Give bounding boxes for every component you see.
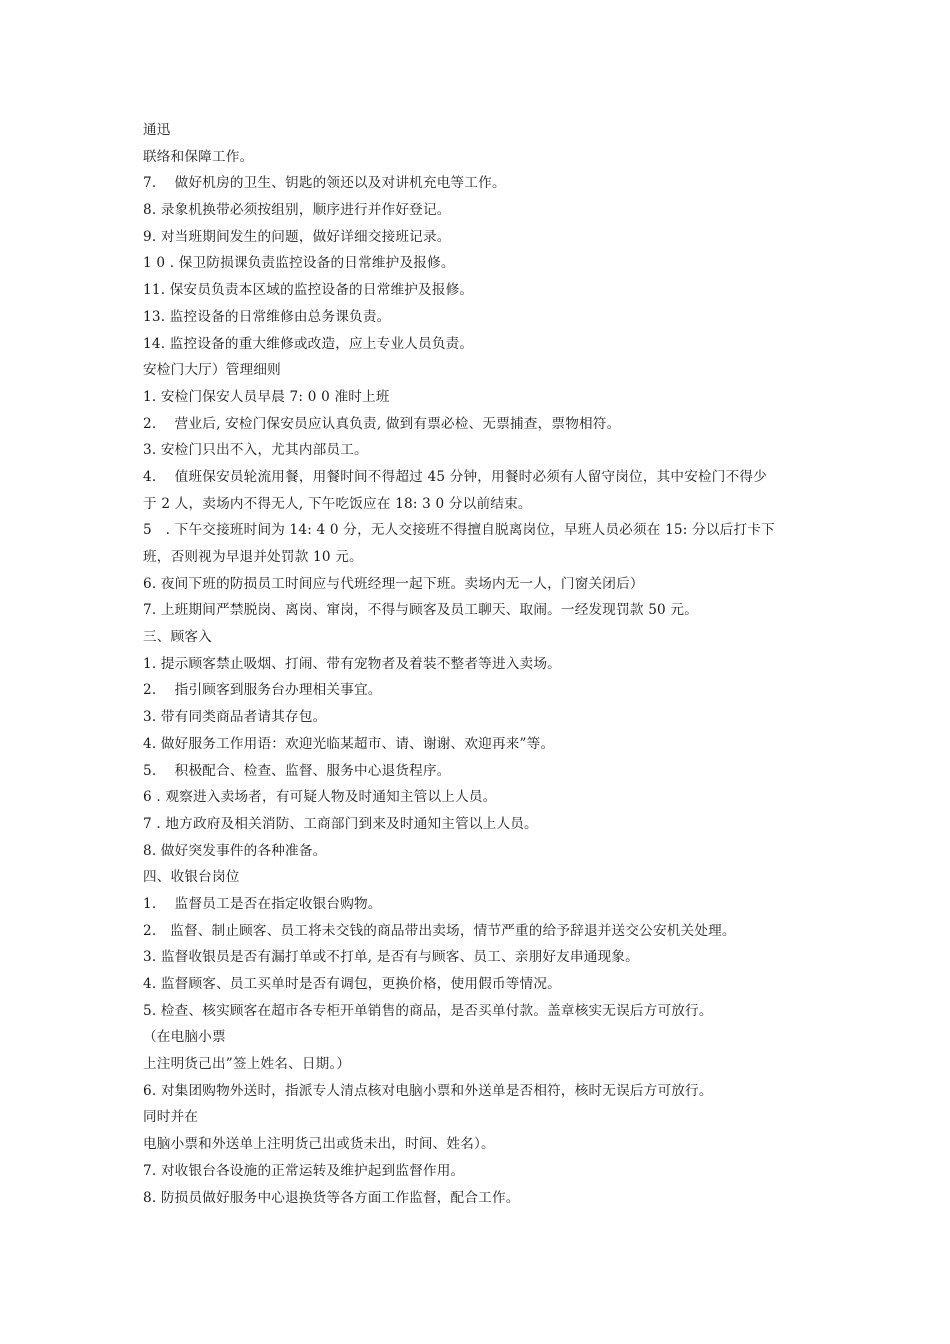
text-line: 7. 上班期间严禁脱岗、离岗、窜岗，不得与顾客及员工聊天、取闹。一经发现罚款 50 元。 xyxy=(143,602,698,619)
document-body xyxy=(143,117,823,1211)
text-line: 上注明货己出”签上姓名、日期。） xyxy=(143,1056,351,1073)
text-line: 3. 监督收银员是否有漏打单或不打单, 是否有与顾客、员工、亲朋好友串通现象。 xyxy=(143,949,639,966)
text-line: 11. 保安员负责本区域的监控设备的日常维护及报修。 xyxy=(143,282,474,299)
text-line: 6. 夜间下班的防损员工时间应与代班经理一起下班。卖场内无一人，门窗关闭后） xyxy=(143,575,644,592)
text-line: 6. 对集团购物外送时，指派专人清点核对电脑小票和外送单是否相符，核时无误后方可放行。 xyxy=(143,1082,713,1099)
text-line: 7. 做好机房的卫生、钥匙的领还以及对讲机充电等工作。 xyxy=(143,175,506,192)
text-line: 9. 对当班期间发生的问题，做好详细交接班记录。 xyxy=(143,228,451,245)
text-line: 2. 监督、制止顾客、员工将未交钱的商品带出卖场，情节严重的给予辞退并送交公安机关处理。 xyxy=(143,922,736,939)
text-line: 8. 防损员做好服务中心退换货等各方面工作监督，配合工作。 xyxy=(143,1189,520,1206)
text-line: 1. 监督员工是否在指定收银台购物。 xyxy=(143,895,382,912)
text-line: 4. 监督顾客、员工买单时是否有调包，更换价格，使用假币等情况。 xyxy=(143,976,561,992)
text-line: 8. 录象机换带必须按组别，顺序进行并作好登记。 xyxy=(143,202,451,219)
text-line: 联络和保障工作。 xyxy=(143,148,254,165)
text-line: 14. 监控设备的重大维修或改造，应上专业人员负责。 xyxy=(143,335,474,352)
text-line: 4. 做好服务工作用语：欢迎光临某超市、请、谢谢、欢迎再来”等。 xyxy=(143,735,555,752)
text-line: （在电脑小票 xyxy=(143,1029,226,1046)
text-line: 7 . 地方政府及相关消防、工商部门到来及时通知主管以上人员。 xyxy=(143,815,538,832)
text-line: 电脑小票和外送单上注明货己出或货未出，时间、姓名）。 xyxy=(143,1136,495,1153)
text-line: 5. 检查、核实顾客在超市各专柜开单销售的商品，是否买单付款。盖章核实无误后方可放行。 xyxy=(143,1002,713,1019)
text-line: 班，否则视为早退并处罚款 10 元。 xyxy=(143,549,363,565)
text-line: 3. 带有同类商品者请其存包。 xyxy=(143,709,327,726)
text-line: 2. 营业后, 安检门保安员应认真负责, 做到有票必检、无票捕查，票物相符。 xyxy=(143,415,621,432)
text-line: 3. 安检门只出不入，尤其内部员工。 xyxy=(143,442,368,459)
text-line: 7. 对收银台各设施的正常运转及维护起到监督作用。 xyxy=(143,1162,465,1179)
text-line: 5. 积极配合、检查、监督、服务中心退货程序。 xyxy=(143,762,451,779)
text-line: 1. 安检门保安人员早晨 7: 0 0 准时上班 xyxy=(143,388,390,405)
text-line: 1 0 . 保卫防损课负责监控设备的日常维护及报修。 xyxy=(143,255,455,272)
text-line: 6 . 观察进入卖场者，有可疑人物及时通知主管以上人员。 xyxy=(143,789,497,806)
section-heading: 四、收银台岗位 xyxy=(143,869,240,886)
text-line: 4. 值班保安员轮流用餐，用餐时间不得超过 45 分钟，用餐时必须有人留守岗位，其中安检门不得少 xyxy=(143,468,767,485)
text-line: 1. 提示顾客禁止吸烟、打闹、带有宠物者及着装不整者等进入卖场。 xyxy=(143,655,561,672)
section-heading: 安检门大厅）管理细则 xyxy=(143,362,281,379)
section-heading: 三、顾客入 xyxy=(143,629,212,646)
text-line: 2. 指引顾客到服务台办理相关事宜。 xyxy=(143,682,382,699)
text-line: 同时并在 xyxy=(143,1109,199,1126)
text-line: 8. 做好突发事件的各种准备。 xyxy=(143,842,327,859)
text-line: 5 . 下午交接班时间为 14: 4 0 分，无人交接班不得擅自脱离岗位，早班人员必须在 15: 分以后打卡下 xyxy=(143,522,775,539)
text-line: 13. 监控设备的日常维修由总务课负责。 xyxy=(143,308,391,325)
text-line: 通迅 xyxy=(143,122,171,138)
text-line: 于 2 人，卖场内不得无人, 下午吃饭应在 18: 3 0 分以前结束。 xyxy=(143,495,532,512)
